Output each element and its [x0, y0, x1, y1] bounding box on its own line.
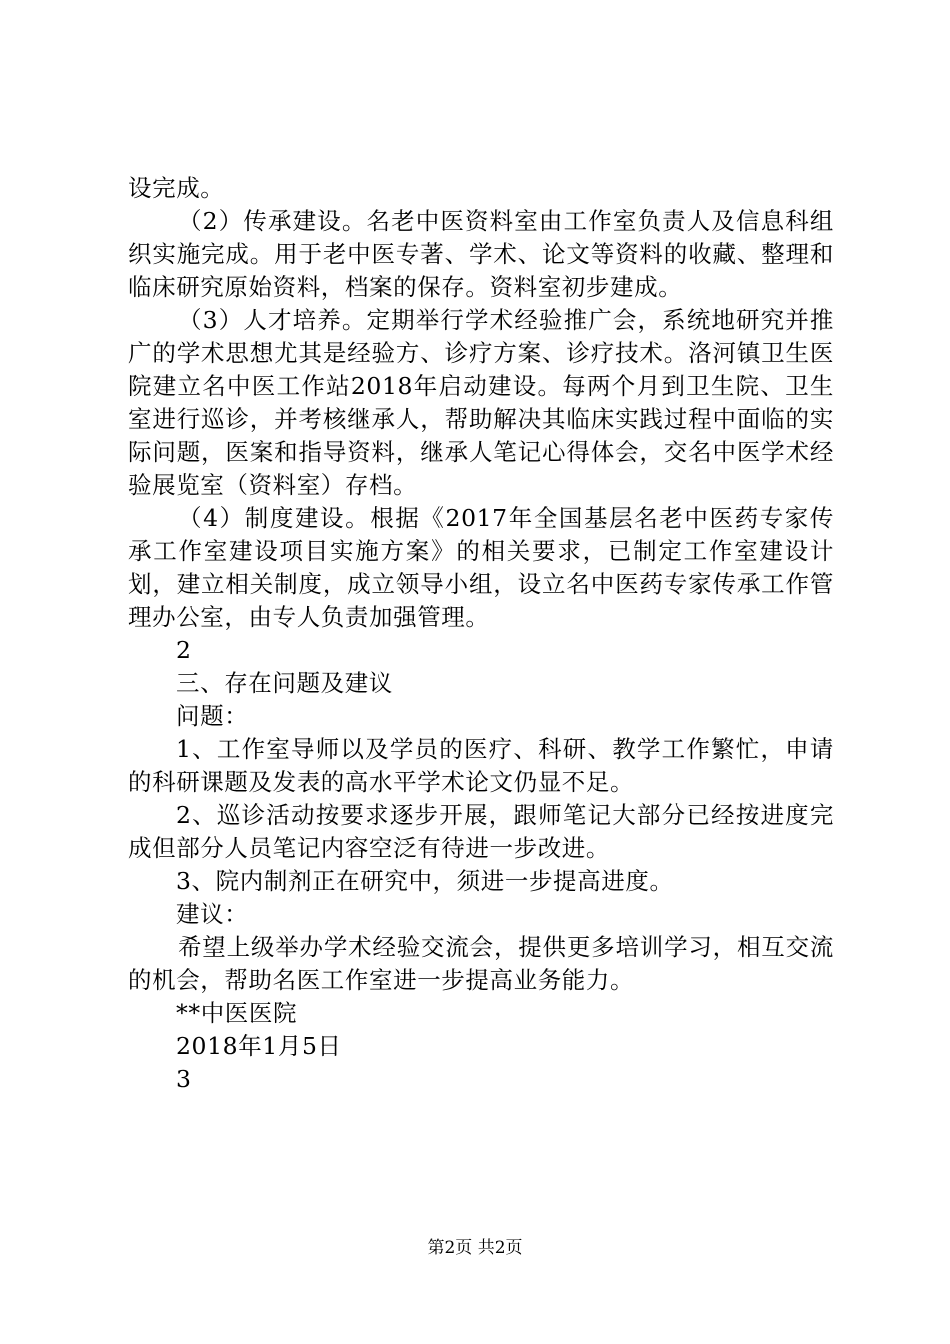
document-body [128, 172, 834, 1096]
inline-page-number: 3 [176, 1065, 192, 1093]
subheading-suggestions: 建议： [176, 900, 249, 928]
paragraph-inheritance-construction: （2）传承建设。名老中医资料室由工作室负责人及信息科组织实施完成。用于老中医专著、学术、论文等资料的收藏、整理和临床研究原始资料，档案的保存。资料室初步建成。 [128, 207, 834, 301]
signature-hospital: **中医医院 [176, 999, 298, 1027]
paragraph-talent-training: （3）人才培养。定期举行学术经验推广会，系统地研究并推广的学术思想尤其是经验方、诊疗方案、诊疗技术。洛河镇卫生医院建立名中医工作站2018年启动建设。每两个月到卫生院、卫生室进行巡诊，并考核继承人，帮助解决其临床实践过程中面临的实际问题，医案和指导资料，继承人笔记心得体会，交名中医学术经验展览室（资料室）存档。 [128, 306, 834, 499]
problem-item-2: 2、巡诊活动按要求逐步开展，跟师笔记大部分已经按进度完成但部分人员笔记内容空泛有待进一步改进。 [128, 801, 834, 862]
section-heading-problems-suggestions: 三、存在问题及建议 [176, 669, 393, 697]
suggestion-text: 希望上级举办学术经验交流会，提供更多培训学习，相互交流的机会，帮助名医工作室进一步提高业务能力。 [128, 933, 834, 994]
subheading-problems: 问题： [176, 702, 249, 730]
problem-item-3: 3、院内制剂正在研究中，须进一步提高进度。 [176, 867, 674, 895]
signature-date: 2018年1月5日 [176, 1032, 342, 1060]
inline-page-number: 2 [176, 636, 192, 664]
problem-item-1: 1、工作室导师以及学员的医疗、科研、教学工作繁忙，申请的科研课题及发表的高水平学术论文仍显不足。 [128, 735, 834, 796]
paragraph-continuation: 设完成。 [128, 174, 225, 202]
paragraph-system-construction: （4）制度建设。根据《2017年全国基层名老中医药专家传承工作室建设项目实施方案》的相关要求，已制定工作室建设计划，建立相关制度，成立领导小组，设立名中医药专家传承工作管理办公室，由专人负责加强管理。 [128, 504, 834, 631]
page-footer: 第2页 共2页 [427, 1238, 523, 1258]
